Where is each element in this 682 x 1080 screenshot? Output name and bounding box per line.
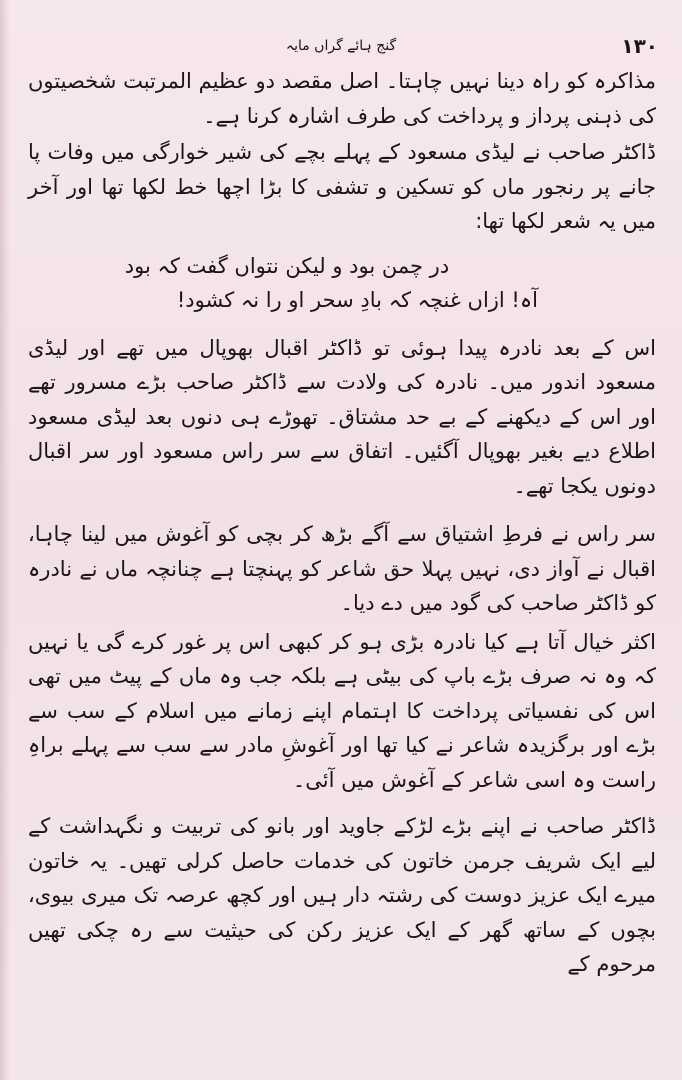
persian-verse (28, 249, 656, 317)
page-number: ۱۳۰ (621, 34, 658, 58)
paragraph: اکثر خیال آتا ہے کیا نادرہ بڑی ہو کر کبھی اس پر غور کرے گی یا نہیں کہ وہ نہ صرف بڑے باپ کی بیٹی ہے بلکہ جب وہ ماں کے پیٹ میں تھی اس کی نفسیاتی پرداخت کا اہتمام اپنے زمانے میں اسلام کے سب سے بڑے اور برگزیدہ شاعر نے کیا تھا اور آغوشِ مادر سے سب سے پہلے براہِ راست وہ اسی شاعر کے آغوش میں آئی۔ (28, 629, 656, 792)
verse-line-2: آہ! ازاں غنچہ کہ بادِ سحر او را نہ کشود! (176, 287, 538, 312)
paragraph: اس کے بعد نادرہ پیدا ہوئی تو ڈاکٹر اقبال بھوپال میں تھے اور لیڈی مسعود اندور میں۔ نادرہ کی ولادت سے ڈاکٹر صاحب بڑے مسرور تھے اور اس کے دیکھنے کے بے حد مشتاق۔ تھوڑے ہی دنوں بعد لیڈی مسعود اطلاع دیے بغیر بھوپال آگئیں۔ اتفاق سے سر راس مسعود اور سر اقبال دونوں یکجا تھے۔ (28, 335, 656, 498)
paragraph: مذاکرہ کو راہ دینا نہیں چاہتا۔ اصل مقصد دو عظیم المرتبت شخصیتوں کی ذہنی پرداز و پرداخت کی طرف اشارہ کرنا ہے۔ (28, 69, 656, 128)
body-text (28, 64, 656, 982)
page-spine-shadow (0, 0, 10, 1080)
paragraph: سر راس نے فرطِ اشتیاق سے آگے بڑھ کر بچی کو آغوش میں لینا چاہا، اقبال نے آواز دی، نہیں پہلا حق شاعر کو پہنچتا ہے چنانچہ ماں نے نادرہ کو ڈاکٹر صاحب کی گود میں دے دیا۔ (28, 522, 656, 615)
paragraph: ڈاکٹر صاحب نے لیڈی مسعود کے پہلے بچے کی شیر خوارگی میں وفات پا جانے پر رنجور ماں کو تسکین و تشفی کا بڑا اچھا خط لکھا تھا اور آخر میں یہ شعر لکھا تھا: (28, 140, 656, 233)
verse-line-1: در چمن بود و لیکن نتواں گفت کہ بود (124, 253, 450, 278)
running-head: گنج ہائے گراں مایہ (285, 38, 397, 54)
paragraph: ڈاکٹر صاحب نے اپنے بڑے لڑکے جاوید اور بانو کی تربیت و نگہداشت کے لیے ایک شریف جرمن خاتون کی خدمات حاصل کرلی تھیں۔ یہ خاتون میرے ایک عزیز دوست کی رشتہ دار ہیں اور کچھ عرصہ تک میری بیوی، بچوں کے ساتھ گھر کے ایک عزیز رکن کی حیثیت سے رہ چکی تھیں مرحوم کے (28, 814, 656, 976)
